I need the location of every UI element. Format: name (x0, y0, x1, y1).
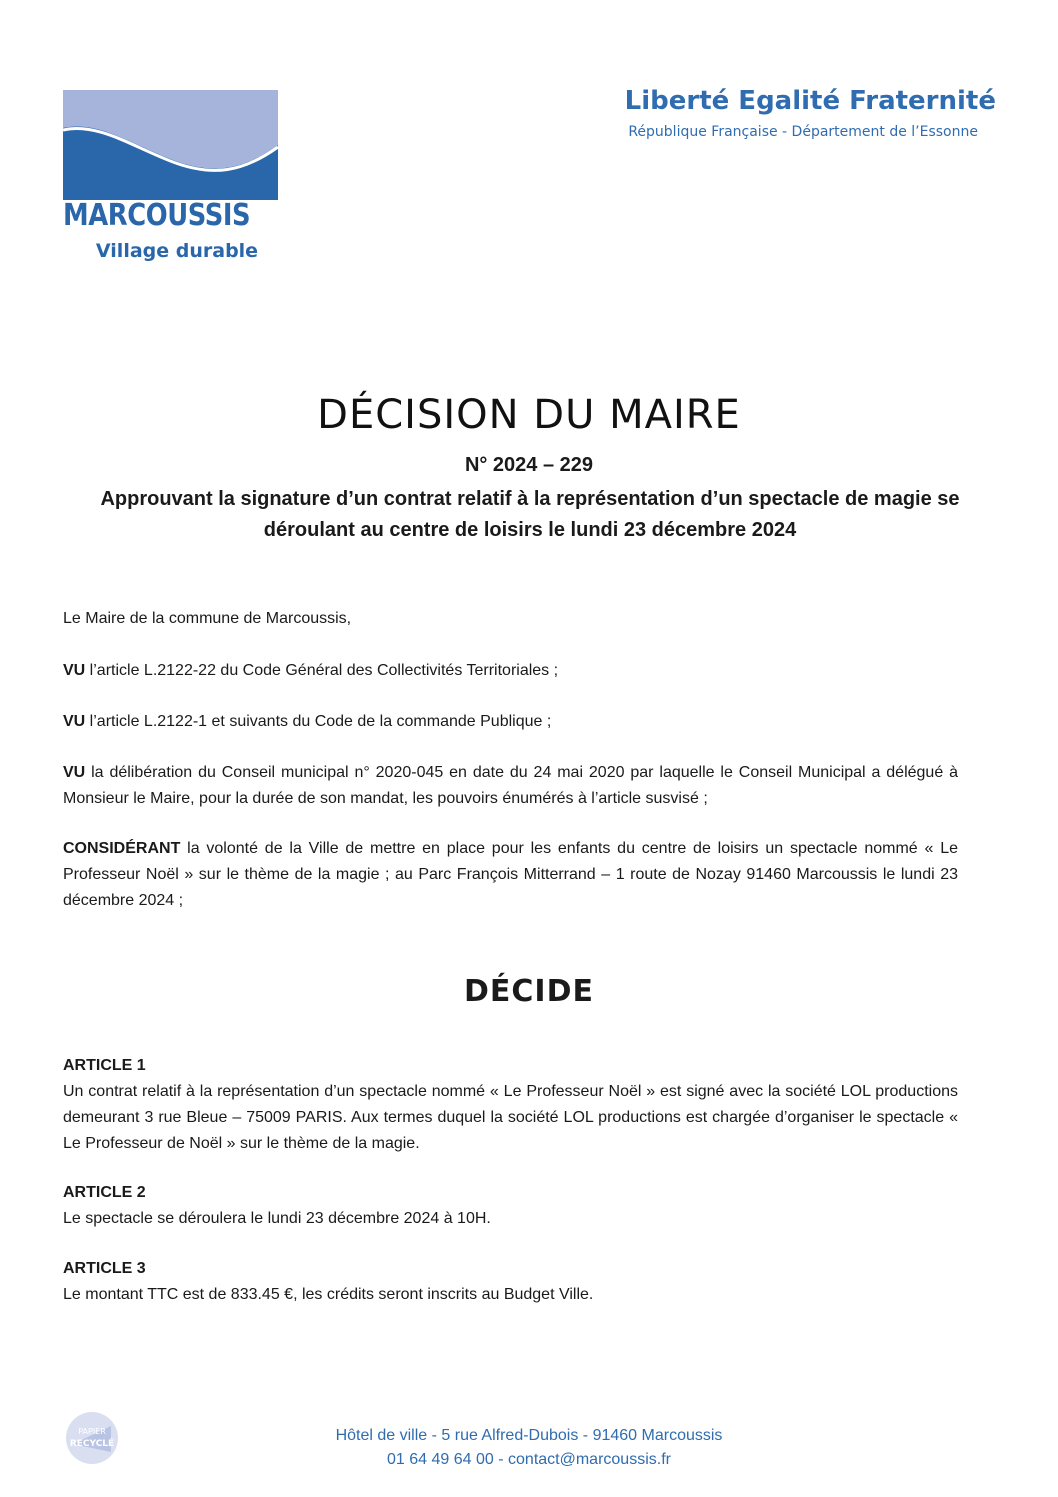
article-text: Le spectacle se déroulera le lundi 23 décembre 2024 à 10H. (63, 1210, 491, 1227)
logo-subtitle: Village durable (95, 240, 259, 262)
page-title: DÉCISION DU MAIRE (317, 392, 741, 438)
consideration-keyword: VU (63, 764, 86, 781)
marcoussis-logo (63, 90, 278, 262)
decision-number: N° 2024 – 229 (464, 454, 594, 476)
consideration-keyword: VU (63, 713, 86, 730)
footer-contact: 01 64 49 64 00 - contact@marcoussis.fr (387, 1451, 671, 1468)
logo-name: MARCOUSSIS (63, 198, 251, 233)
article-2 (63, 1180, 958, 1232)
consideration-1 (63, 658, 958, 684)
consideration-keyword: VU (63, 662, 86, 679)
article-3 (63, 1256, 958, 1308)
consideration-3 (63, 760, 958, 812)
article-heading: ARTICLE 2 (63, 1184, 146, 1201)
svg-text:RECYCLÉ: RECYCLÉ (69, 1439, 115, 1449)
wave-logo-icon (63, 90, 278, 200)
article-heading: ARTICLE 1 (63, 1057, 146, 1074)
consideration-text: l’article L.2122-22 du Code Général des Collectivités Territoriales ; (85, 662, 559, 679)
consideration-4 (63, 836, 958, 914)
consideration-text: la volonté de la Ville de mettre en place pour les enfants du centre de loisirs un spectacle nommé « Le Professeur Noël » sur le thème de la magie ; au Parc François Mitterrand – 1 route de Nozay 91460 Marcoussis le lundi 23 décembre 2024 ; (63, 840, 958, 909)
republic-line: République Française - Département de l’Essonne (628, 124, 978, 140)
article-text: Le montant TTC est de 833.45 €, les crédits seront inscrits au Budget Ville. (63, 1286, 594, 1303)
footer-address: Hôtel de ville - 5 rue Alfred-Dubois - 91460 Marcoussis (335, 1427, 723, 1444)
article-heading: ARTICLE 3 (63, 1260, 146, 1277)
consideration-text: l’article L.2122-1 et suivants du Code de la commande Publique ; (85, 713, 552, 730)
decide-heading: DÉCIDE (464, 974, 594, 1009)
motto: Liberté Egalité Fraternité (624, 86, 996, 116)
consideration-keyword: CONSIDÉRANT (63, 840, 181, 857)
footer (0, 1424, 1058, 1472)
consideration-2 (63, 709, 958, 735)
svg-text:PAPIER: PAPIER (78, 1427, 106, 1436)
article-text: Un contrat relatif à la représentation d’un spectacle nommé « Le Professeur Noël » est signé avec la société LOL productions demeurant 3 rue Bleue – 75009 PARIS. Aux termes duquel la société LOL productions est chargée d’organiser le spectacle « Le Professeur de Noël » sur le thème de la magie. (63, 1083, 958, 1152)
intro-text: Le Maire de la commune de Marcoussis, (63, 610, 352, 627)
article-1 (63, 1053, 958, 1157)
consideration-text: la délibération du Conseil municipal n° 2020-045 en date du 24 mai 2020 par laquelle le Conseil Municipal a délégué à Monsieur le Maire, pour la durée de son mandat, les pouvoirs énumérés à l’article susvisé ; (63, 764, 958, 807)
decision-subject: Approuvant la signature d’un contrat relatif à la représentation d’un spectacle de magie se déroulant au centre de loisirs le lundi 23 décembre 2024 (100, 488, 960, 541)
